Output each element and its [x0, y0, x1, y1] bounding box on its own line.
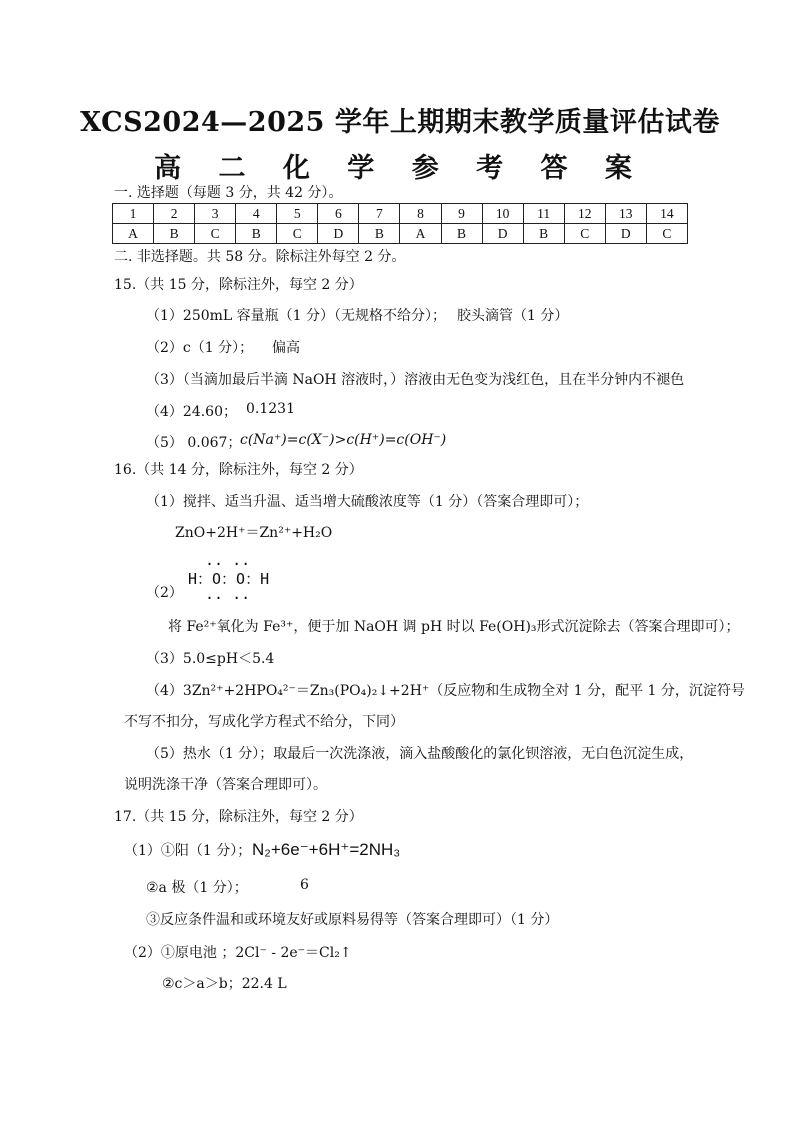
q17-answer-1c: ③反应条件温和或环境友好或原料易得等（答案合理即可）（1 分） [146, 912, 559, 928]
q16-answer-4a: （4）3Zn²⁺+2HPO₄²⁻＝Zn₃(PO₄)₂↓+2H⁺（反应物和生成物全对 1 分，配平 1 分，沉淀符号 [146, 683, 745, 699]
table-cell: A [113, 224, 154, 244]
q16-equation-1: ZnO+2H⁺＝Zn²⁺+H₂O [175, 525, 333, 541]
q15-answer-1a: （1）250mL 容量瓶（1 分）（无规格不给分）； [146, 308, 447, 324]
q16-answer-5a: （5）热水（1 分）；取最后一次洗涤液，滴入盐酸酸化的氯化钡溶液，无白色沉淀生成， [146, 746, 694, 762]
q15-answer-1b: 胶头滴管（1 分） [457, 308, 569, 324]
table-cell: B [236, 224, 277, 244]
q17-answer-2b: ②c＞a＞b；22.4 L [162, 976, 287, 992]
table-cell: 3 [195, 204, 236, 224]
q17-answer-2a: （2）①原电池 ；2Cl⁻ - 2e⁻＝Cl₂↑ [124, 945, 352, 961]
table-cell: 9 [441, 204, 482, 224]
q16-answer-3: （3）5.0≤pH＜5.4 [146, 651, 275, 667]
q15-answer-5a: （5） 0.067； [146, 435, 242, 451]
table-cell: 12 [564, 204, 605, 224]
q15-answer-3: （3）（当滴加最后半滴 NaOH 溶液时，）溶液由无色变为浅红色，且在半分钟内不褪色 [146, 372, 685, 388]
page-subtitle: 高 二 化 学 参 考 答 案 [154, 153, 646, 184]
table-cell: 6 [318, 204, 359, 224]
table-cell: 14 [646, 204, 687, 224]
q17-equation-1: N₂+6e⁻+6H⁺=2NH₃ [252, 840, 401, 859]
section2-heading: 二. 非选择题。共 58 分。除标注外每空 2 分。 [114, 249, 406, 265]
q16-answer-2: （2） [146, 585, 183, 601]
q15-answer-2b: 偏高 [272, 340, 300, 356]
table-cell: B [359, 224, 400, 244]
q17-answer-1b-a: ②a 极（1 分）； [146, 880, 248, 896]
table-cell: C [195, 224, 236, 244]
table-cell: C [564, 224, 605, 244]
answer-table [112, 203, 688, 244]
table-cell: C [277, 224, 318, 244]
q16-answer-1: （1）搅拌、适当升温、适当增大硫酸浓度等（1 分）（答案合理即可）； [146, 494, 589, 510]
q15-answer-2a: （2）c（1 分）； [146, 340, 254, 356]
table-cell: D [318, 224, 359, 244]
page-title: XCS2024—2025 学年上期期末教学质量评估试卷 [80, 107, 720, 138]
q15-answer-4a: （4）24.60； [146, 404, 237, 420]
table-cell: 4 [236, 204, 277, 224]
table-cell: 7 [359, 204, 400, 224]
table-cell: 2 [154, 204, 195, 224]
section1-heading: 一. 选择题（每题 3 分，共 42 分）。 [114, 185, 343, 201]
table-cell: A [400, 224, 441, 244]
q16-answer-5b: 说明洗涤干净（答案合理即可）。 [124, 777, 327, 793]
table-row-answers [113, 224, 688, 244]
table-cell: 11 [523, 204, 564, 224]
q15-heading: 15.（共 15 分，除标注外，每空 2 分） [114, 277, 363, 293]
table-cell: B [441, 224, 482, 244]
lewis-structure-h2o2: H：O：O：H [188, 570, 270, 588]
table-cell: B [154, 224, 195, 244]
table-cell: B [523, 224, 564, 244]
table-row-numbers [113, 204, 688, 224]
table-cell: 10 [482, 204, 523, 224]
q16-answer-2b: 将 Fe²⁺氧化为 Fe³⁺，便于加 NaOH 调 pH 时以 Fe(OH)₃形式沉淀除去（答案合理即可）； [168, 619, 740, 635]
table-cell: D [482, 224, 523, 244]
q15-answer-5b: c(Na⁺)=c(X⁻)>c(H⁺)=c(OH⁻) [240, 432, 447, 448]
table-cell: 13 [605, 204, 646, 224]
lewis-dots-bottom: .. .. [205, 585, 251, 603]
table-cell: 1 [113, 204, 154, 224]
q16-heading: 16.（共 14 分，除标注外，每空 2 分） [114, 462, 363, 478]
q16-answer-4b: 不写不扣分，写成化学方程式不给分，下同） [124, 714, 404, 730]
table-cell: 8 [400, 204, 441, 224]
q17-heading: 17.（共 15 分，除标注外，每空 2 分） [114, 809, 363, 825]
table-cell: C [646, 224, 687, 244]
q17-answer-1a: （1）①阳（1 分）； [124, 843, 252, 859]
lewis-dots: .. .. [205, 551, 251, 569]
table-cell: 5 [277, 204, 318, 224]
q15-answer-4b: 0.1231 [246, 401, 295, 417]
table-cell: D [605, 224, 646, 244]
q17-answer-1b-b: 6 [300, 877, 309, 893]
